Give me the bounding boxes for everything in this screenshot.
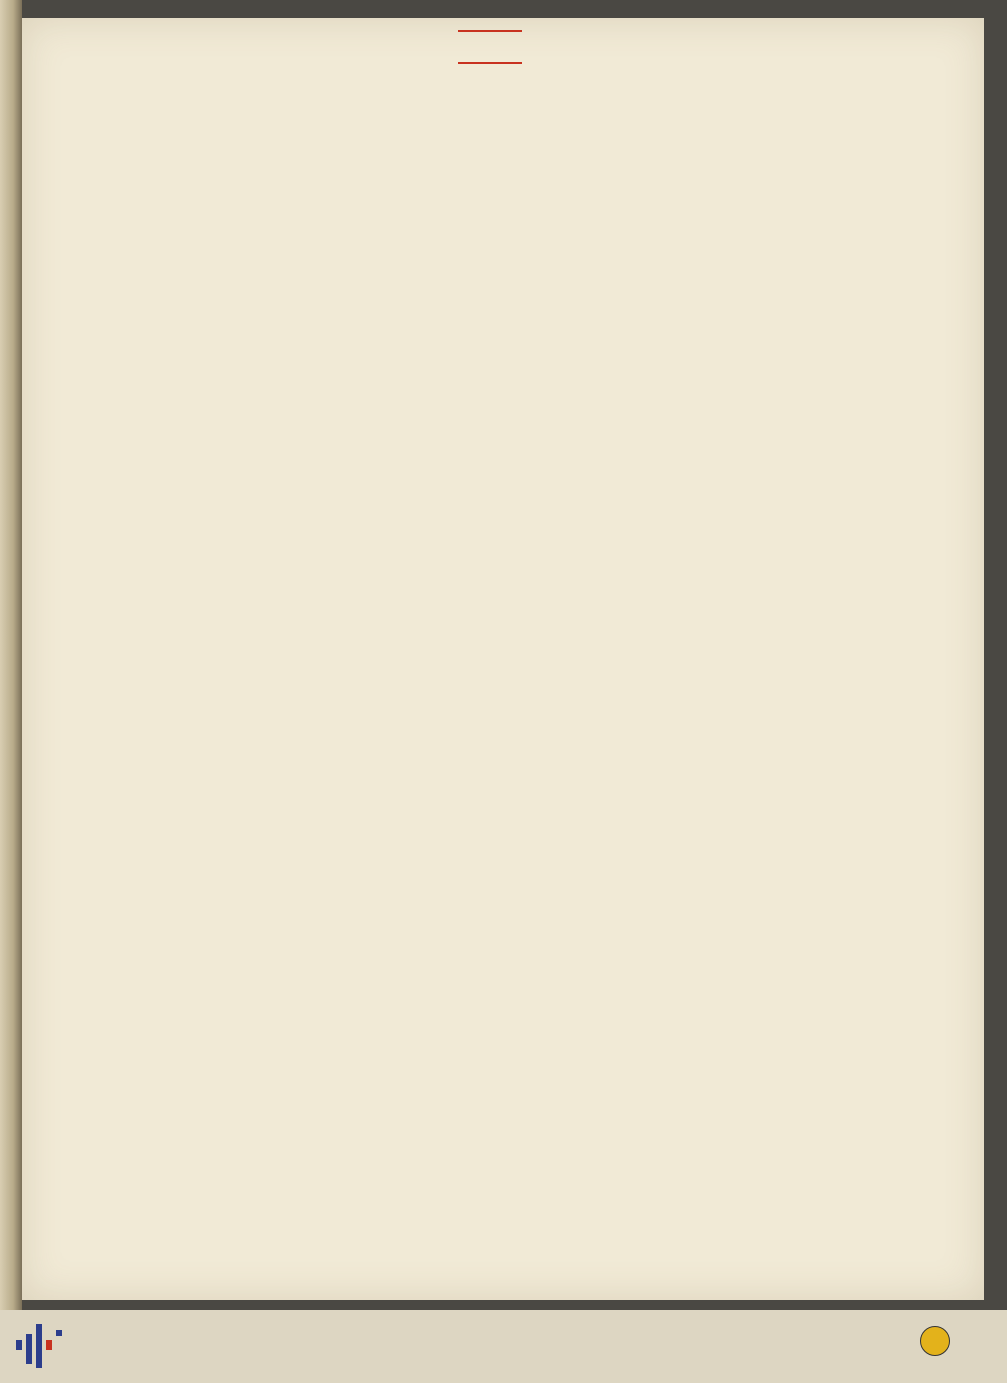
state-crest-icon bbox=[920, 1326, 950, 1356]
folio-number bbox=[458, 30, 522, 64]
sponsor-block bbox=[872, 1315, 996, 1379]
library-logo-icon bbox=[14, 1320, 66, 1370]
book-binding-edge bbox=[0, 0, 22, 1310]
viewer-footer bbox=[0, 1310, 1007, 1383]
manuscript-page bbox=[22, 18, 984, 1300]
